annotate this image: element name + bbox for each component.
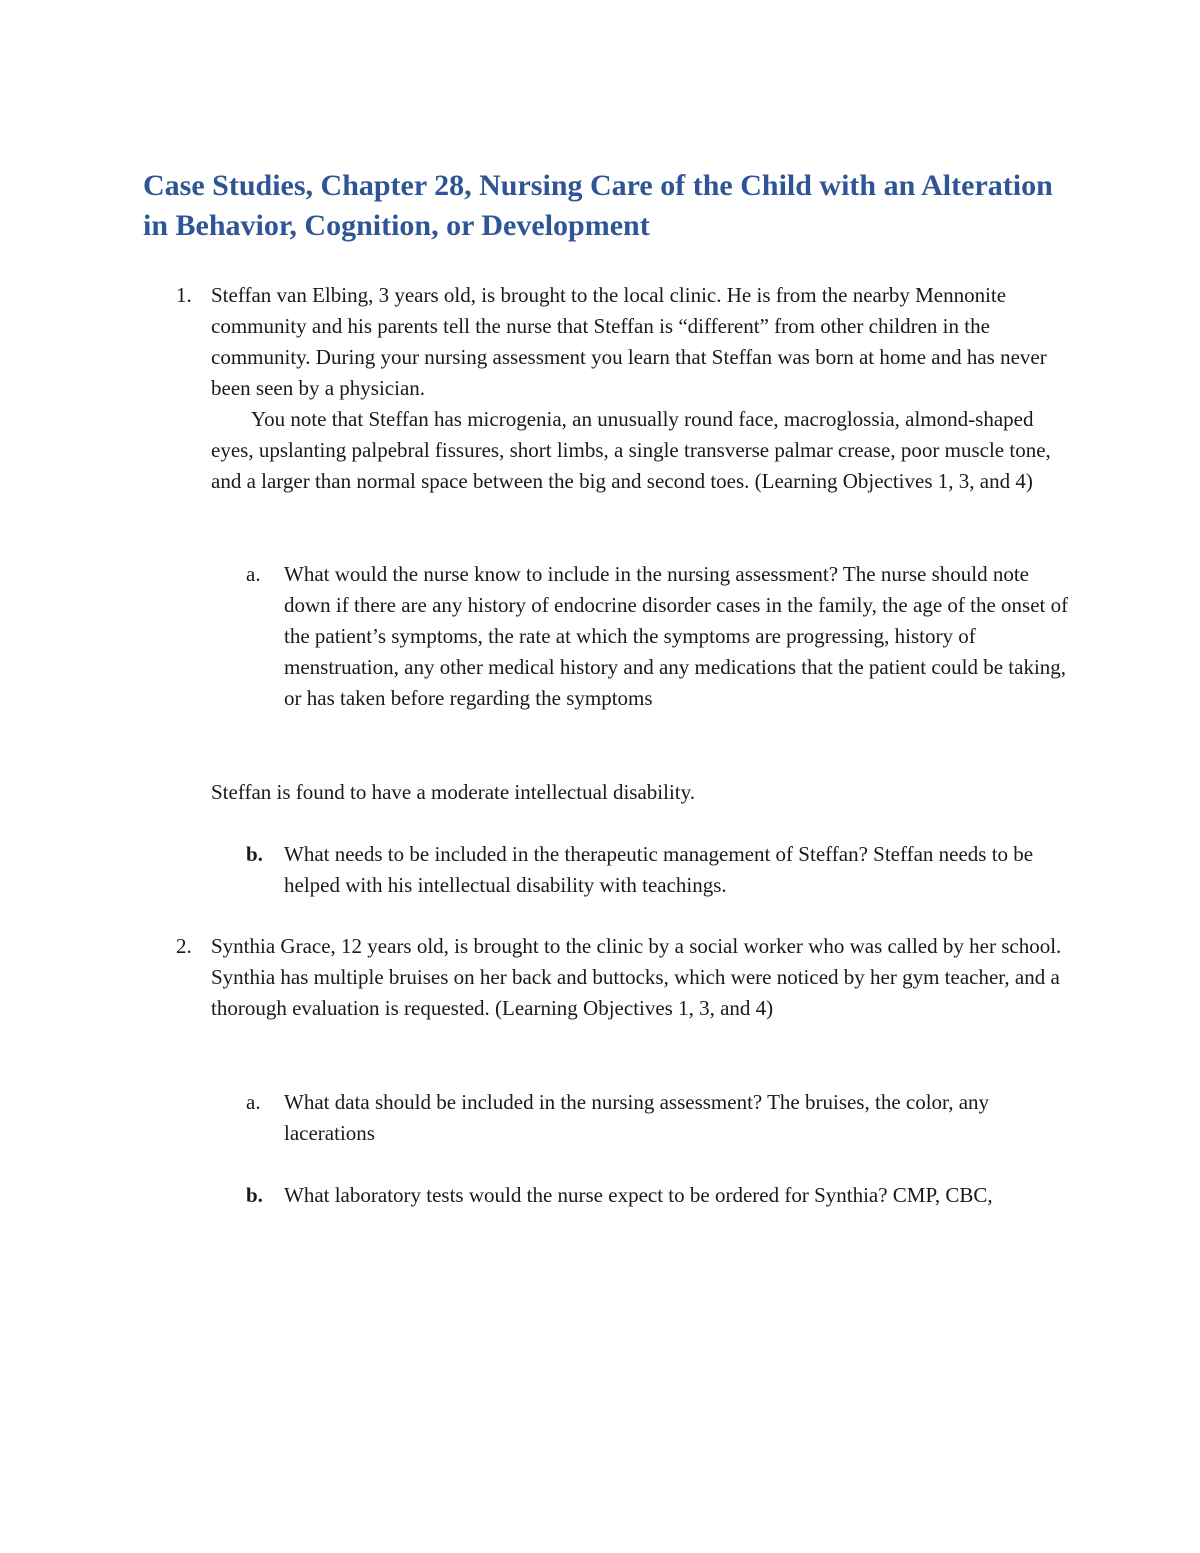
case-1-question-a: What would the nurse know to include in the nursing assessment? The nurse should note down if there are any history of endocrine disorder cases in the family, the age of the onset of the patient’s symptoms, the rate at which the symptoms are progressing, history of menstruation, any other medical history and any medications that the patient could be taking, or has taken before regarding the symptoms bbox=[284, 562, 1069, 710]
document-title: Case Studies, Chapter 28, Nursing Care of the Child with an Alteration in Behavior, Cognition, or Development bbox=[143, 169, 1053, 242]
case-2-intro: Synthia Grace, 12 years old, is brought to the clinic by a social worker who was called by her school. Synthia has multiple bruises on her back and buttocks, which were noticed by her gym teacher, and a thorough evaluation is requested. (Learning Objectives 1, 3, and 4) bbox=[211, 934, 1062, 1020]
case-2-question-a: What data should be included in the nursing assessment? The bruises, the color, any lacerations bbox=[284, 1090, 990, 1145]
case-1-interlude: Steffan is found to have a moderate intellectual disability. bbox=[211, 780, 696, 804]
case-1-question-b: What needs to be included in the therapeutic management of Steffan? Steffan needs to be helped with his intellectual disability with teachings. bbox=[284, 842, 1034, 897]
case-1-question-a-letter: a. bbox=[246, 562, 261, 586]
case-2-question-b: What laboratory tests would the nurse expect to be ordered for Synthia? CMP, CBC, bbox=[284, 1183, 993, 1207]
case-1-number: 1. bbox=[176, 283, 192, 307]
case-1-detail: You note that Steffan has microgenia, an unusually round face, macroglossia, almond-shaped eyes, upslanting palpebral fissures, short limbs, a single transverse palmar crease, poor muscle tone, and a larger than normal space between the big and second toes. (Learning Objectives 1, 3, and 4) bbox=[211, 407, 1051, 493]
case-2-question-a-letter: a. bbox=[246, 1090, 261, 1114]
case-2-number: 2. bbox=[176, 934, 192, 958]
case-1-question-b-letter: b. bbox=[246, 842, 263, 866]
case-2-question-b-letter: b. bbox=[246, 1183, 263, 1207]
case-1-intro: Steffan van Elbing, 3 years old, is brought to the local clinic. He is from the nearby Mennonite community and his parents tell the nurse that Steffan is “different” from other children in the community. During your nursing assessment you learn that Steffan was born at home and has never been seen by a physician. bbox=[211, 283, 1047, 400]
